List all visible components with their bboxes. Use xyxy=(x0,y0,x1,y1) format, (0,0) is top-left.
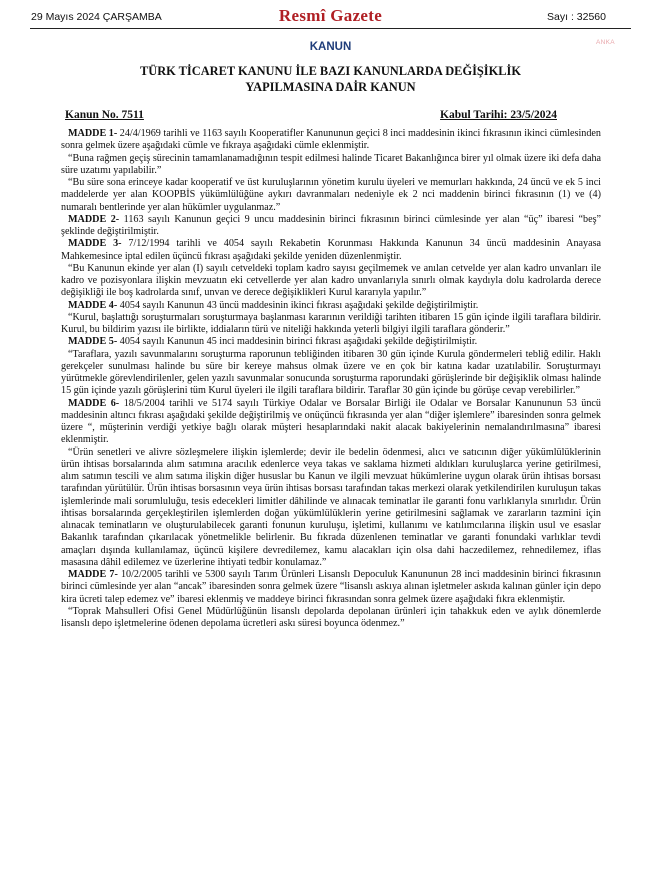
paragraph-text: 24/4/1969 tarihli ve 1163 sayılı Kooperatifler Kanununun geçici 8 inci maddesinin ikinci fıkrasının ikinci cümlesinden sonra gelmek üzere aşağıdaki cümle ve fıkraya aşağıdaki cümle eklenmiştir. xyxy=(61,128,601,152)
paragraph-text: “Toprak Mahsulleri Ofisi Genel Müdürlüğünün lisanslı depolarda depolanan ürünleri için tahakkuk eden ve aylık dönemlerde lisanslı depo işletmelerine ödenen depolama ücretleri askı süresi boyunca ödenmez.” xyxy=(61,605,601,629)
article-heading: MADDE 5- xyxy=(68,336,118,348)
article-heading: MADDE 3- xyxy=(68,238,122,250)
article-heading: MADDE 1- xyxy=(68,128,118,139)
quoted-paragraph xyxy=(61,177,601,214)
article-paragraph xyxy=(61,214,601,239)
quoted-paragraph xyxy=(61,312,601,337)
article-paragraph xyxy=(61,398,601,447)
article-heading: MADDE 6- xyxy=(68,397,120,409)
paragraph-text: “Bu Kanunun ekinde yer alan (I) sayılı cetveldeki toplam kadro sayısı geçilmemek ve anılan cetvelde yer alan kadro unvanları ile kadro ve pozisyonlara ilişkin mevzuatın eki cetvellerde yer alan kadro unvanlarıyla sınırlı olmak kaydıyla dolu kadrolarda derece değişikliği ile boş kadrolarda sınıf, unvan ve derece değişiklikleri Kurul kararıyla yapılır.” xyxy=(61,262,601,299)
article-heading: MADDE 4- xyxy=(68,299,118,311)
quoted-paragraph xyxy=(61,153,601,178)
issue-date: 29 Mayıs 2024 ÇARŞAMBA xyxy=(31,11,162,23)
article-paragraph xyxy=(61,128,601,153)
watermark-logo: ANKA xyxy=(596,39,615,46)
paragraph-text: “Kurul, başlattığı soruşturmaları soruşturmaya başlanması kararının verildiği tarihten itibaren 15 gün içinde ilgili taraflara bildirir. Kurul, bu bildirim yazısı ile birlikte, iddiaların türü ve niteliği hakkında yeterli bilgiyi ilgili taraflara gönderir.” xyxy=(61,311,601,335)
paragraph-text: 1163 sayılı Kanunun geçici 9 uncu maddesinin birinci fıkrasının birinci cümlesinde yer alan “üç” ibaresi “beş” şeklinde değiştirilmiştir. xyxy=(61,213,601,237)
paragraph-text: 7/12/1994 tarihli ve 4054 sayılı Rekabetin Korunması Hakkında Kanunun 34 üncü maddesinin Anayasa Mahkemesince iptal edilen üçüncü fıkrası aşağıdaki şekilde yeniden düzenlenmiştir. xyxy=(61,238,602,262)
issue-number: Sayı : 32560 xyxy=(547,11,606,23)
paragraph-text: 18/5/2004 tarihli ve 5174 sayılı Türkiye Odalar ve Borsalar Birliği ile Odalar ve Borsalar Kanununun 53 üncü maddesinin altıncı fıkrası aşağıdaki şekilde değiştirilmiş ve onüçüncü fıkrasında yer alan “diğer işlemlere” ibaresinden sonra gelmek üzere “, müşterinin verdiği yetkiye bağlı olarak müşteri hesaplarındaki nakit alacak bakiyelerinin nemalandırılmasına” ibaresi eklenmiştir. xyxy=(61,397,601,446)
document-type-label: KANUN xyxy=(309,41,352,53)
gazette-header xyxy=(0,0,661,30)
quoted-paragraph xyxy=(61,606,601,631)
law-number: Kanun No. 7511 xyxy=(65,109,144,121)
law-body xyxy=(61,128,601,630)
article-paragraph xyxy=(61,336,601,348)
article-paragraph xyxy=(61,238,601,263)
paragraph-text: “Ürün senetleri ve alivre sözleşmelere ilişkin işlemlerde; devir ile bedelin ödenmesi, alıcı ve satıcının diğer yükümlülüklerinin ürün ihtisas borsalarında alım satımına aracılık edenlerce veya takas ve saklama hizmeti aldıkları kuruluşlarca yerine getirilmesi, alım satımın tescili ve alım satıma ilişkin diğer hususlar bu Kanun ve ilgili mevzuat hükümlerine uygun olarak ürün ihtisas borsası tarafından yürütülür. Ürün ihtisas borsasının veya ürün ihtisas borsası tarafından takas merkezi olarak yetkilendirilen kuruluşun takas işlemlerinde mali sorumluluğu, tesis edecekleri limitler dâhilinde ve alınacak teminatlar ile garanti fonu varlıklarıyla sınırlıdır. Ürün ihtisas borsalarında gerçekleştirilen işlemlerden doğan yükümlülüklerin yerine getirilmesini sağlamak ve zararların tazmini için alınacak teminatların ve oluşturulabilecek garanti fonunun kuruluşu, işletimi, kullanımı ve katılımcılarına ilişkin usul ve esaslar Bakanlık tarafından çıkarılacak yönetmelikle belirlenir. Bu fıkrada düzenlenen teminatlar ve garanti fonundaki varlıklar tevdi amaçları dışında kullanılamaz, üçüncü kişilere devredilemez, kamu alacakları için olsa dahi haczedilemez, rehnedilemez, iflas masasına dâhil edilemez ve üzerlerine ihtiyati tedbir konulamaz.” xyxy=(61,446,601,568)
gazette-name: Resmî Gazete xyxy=(278,6,383,25)
paragraph-text: 10/2/2005 tarihli ve 5300 sayılı Tarım Ürünleri Lisanslı Depoculuk Kanununun 28 inci maddesinin birinci fıkrasının birinci cümlesinde yer alan “ancak” ibaresinden sonra gelmek üzere “lisanslı askıya alınan işletmeler askıda kalınan günler için depo kira ücreti talep edemez ve” ibaresi eklenmiş ve maddeye birinci fıkrasından sonra gelmek üzere aşağıdaki fıkra eklenmiştir. xyxy=(61,569,601,605)
paragraph-text: 4054 sayılı Kanunun 43 üncü maddesinin ikinci fıkrası aşağıdaki şekilde değiştirilmiştir. xyxy=(117,299,479,311)
paragraph-text: 4054 sayılı Kanunun 45 inci maddesinin birinci fıkrası aşağıdaki şekilde değiştirilmiştir. xyxy=(117,336,478,348)
paragraph-text: “Bu süre sona erinceye kadar kooperatif ve üst kuruluşlarının yönetim kurulu üyeleri ve memurları hakkında, 24 üncü ve ek 5 inci maddelerde yer alan KOOPBİS yükümlülüğüne aykırı davranmaları nedeniyle ek 2 nci maddenin birinci fıkrasının (1) ve (4) numaralı bentlerinde yer alan hükümler uygulanmaz.” xyxy=(61,177,601,213)
paragraph-text: “Buna rağmen geçiş sürecinin tamamlanamadığının tespit edilmesi halinde Ticaret Bakanlığınca birer yıl olmak üzere iki defa daha süre uzatımı yapılabilir.” xyxy=(61,152,601,176)
quoted-paragraph xyxy=(61,263,601,300)
header-rule xyxy=(30,28,631,29)
article-paragraph xyxy=(61,569,601,606)
law-title: TÜRK TİCARET KANUNU İLE BAZI KANUNLARDA DEĞİŞİKLİK YAPILMASINA DAİR KANUN xyxy=(140,64,521,94)
article-paragraph xyxy=(61,300,601,312)
article-heading: MADDE 2- xyxy=(68,213,120,225)
quoted-paragraph xyxy=(61,447,601,570)
article-heading: MADDE 7- xyxy=(68,569,118,580)
quoted-paragraph xyxy=(61,349,601,398)
paragraph-text: “Taraflara, yazılı savunmalarını soruşturma raporunun tebliğinden itibaren 30 gün içinde Kurula göndermeleri tebliğ edilir. Haklı gerekçeler sunulması halinde bu süre bir kereye mahsus olmak üzere ve en çok bir katına kadar uzatılabilir. Soruşturmayı yürütmekle görevlendirilenler, gelen yazılı savunmalar sonucunda soruşturma raporundaki görüşlerinde bir değişiklik olması halinde 15 gün içinde yazılı görüşlerini tüm Kurul üyeleri ile ilgili taraflara bildirir. Taraflar 30 gün içinde bu görüşe cevap verebilirler.” xyxy=(61,348,601,397)
acceptance-date: Kabul Tarihi: 23/5/2024 xyxy=(440,109,557,121)
